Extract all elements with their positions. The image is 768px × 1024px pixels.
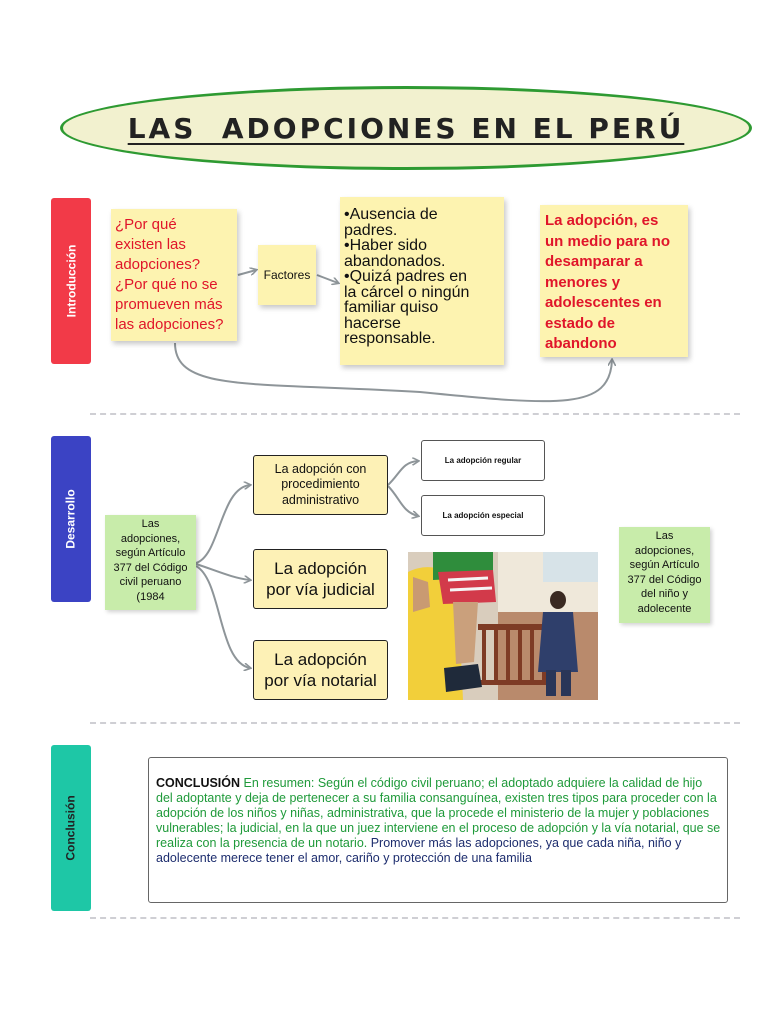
arrow-factors-causes (317, 275, 338, 283)
judicial-adoption-box: La adopción por vía judicial (253, 549, 388, 609)
factors-note (258, 245, 316, 305)
definition-note: La adopción, es un medio para no desamparar a menores y adolescentes en estado de abandono (540, 205, 688, 357)
causes-note: •Ausencia de padres. •Haber sido abandonados. •Quizá padres en la cárcel o ningún familiar quiso hacerse responsable. (340, 197, 504, 365)
source-childrens-code-note: Las adopciones, según Artículo 377 del Código del niño y adolecente (619, 527, 710, 623)
factors-label: Factores (263, 268, 311, 282)
conclusion-recommendation: Promover más las adopciones, ya que cada niña, niño y adolecente merece tener el amor, cariño y protección de una familia (156, 836, 682, 865)
special-adoption-label: La adopción especial (442, 511, 524, 520)
conclusion-label: CONCLUSIÓN (156, 776, 241, 790)
arrow-source-notarial (196, 566, 250, 668)
notarial-adoption-box: La adopción por vía notarial (253, 640, 388, 700)
conclusion-summary: En resumen: Según el código civil peruano; el adoptado adquiere la calidad de hijo del adoptante y deja de pertenecer a su familia consanguínea, existen tres tipos para proceder con la adopción de los niños y niñas, administrativa, que la procede el ministerio de la mujer y poblaciones vulnerables; la judicial, en la que un juez interviene en el proceso de adopción y la vía notarial, que se realiza con la presencia de un notario. (156, 776, 721, 850)
adoption-photo (408, 552, 598, 700)
section-label-development: Desarrollo (64, 489, 79, 549)
section-divider (90, 917, 740, 919)
section-label-conclusion: Conclusión (64, 795, 78, 861)
page-title: LAS ADOPCIONES EN EL PERÚ (127, 111, 685, 145)
arrow-questions-factors (238, 270, 256, 275)
arrow-admin-regular (388, 461, 418, 485)
admin-adoption-box: La adopción con procedimiento administrativo (253, 455, 388, 515)
conclusion-box (148, 757, 728, 903)
regular-adoption-label: La adopción regular (444, 456, 522, 465)
section-divider (90, 722, 740, 724)
questions-note: ¿Por qué existen las adopciones? ¿Por qué no se promueven más las adopciones? (111, 209, 237, 341)
section-divider (90, 413, 740, 415)
arrow-source-admin (196, 485, 250, 563)
special-adoption-box (421, 495, 545, 536)
source-civil-code-note: Las adopciones, según Artículo 377 del Código civil peruano (1984 (105, 515, 196, 610)
regular-adoption-box (421, 440, 545, 481)
arrow-admin-special (388, 486, 418, 516)
section-label-intro: Introducción (64, 244, 79, 318)
